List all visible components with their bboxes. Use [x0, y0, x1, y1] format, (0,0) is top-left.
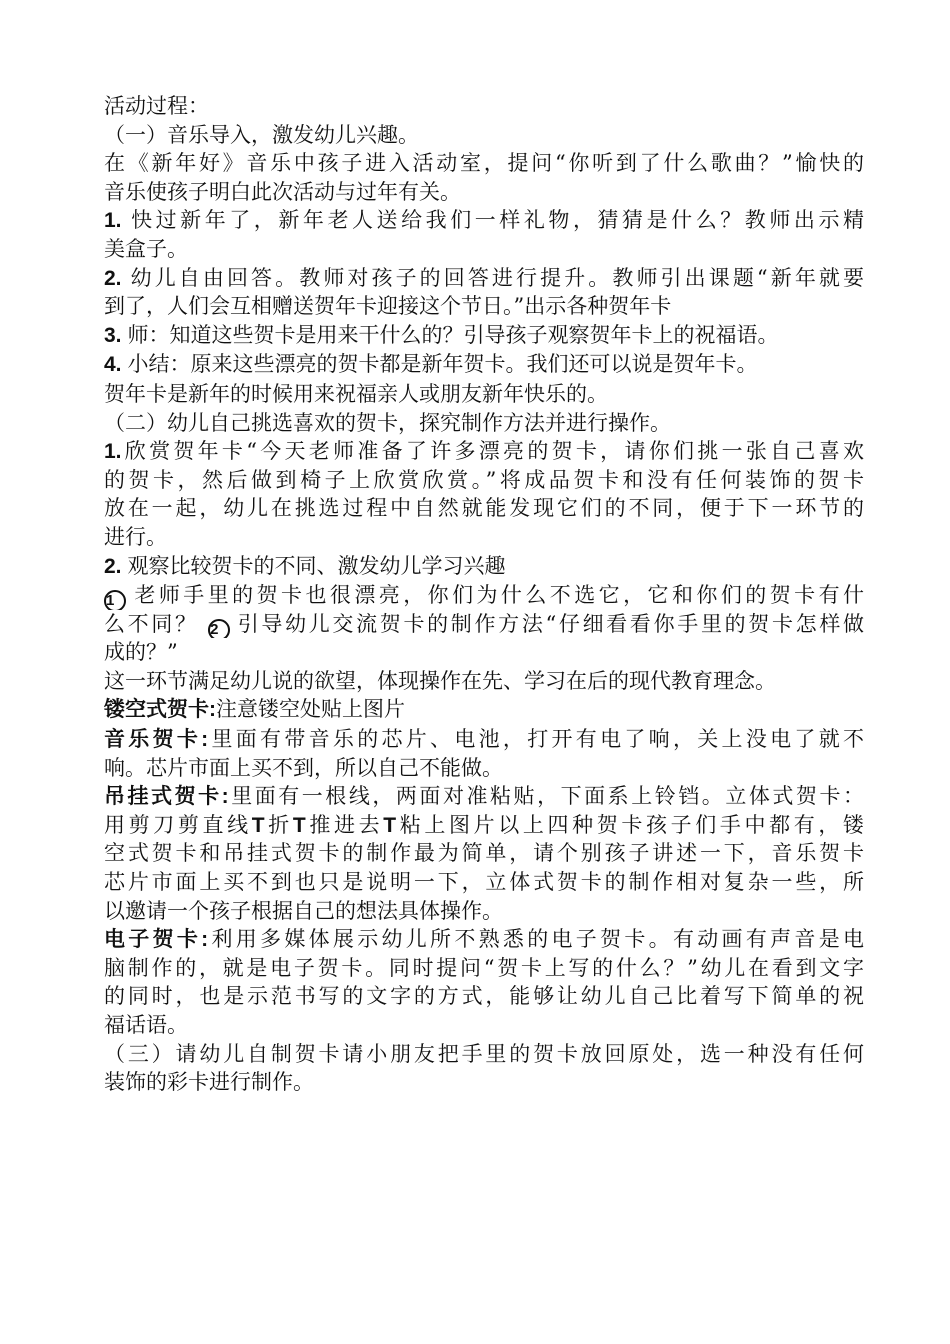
music-card-line: 响。芯片市面上买不到，所以自己不能做。	[104, 755, 503, 780]
step-2-line: 到了，人们会互相赠送贺年卡迎接这个节日。”出示各种贺年卡	[104, 294, 672, 319]
section-2-title: （二）幼儿自己挑选喜欢的贺卡，探究制作方法并进行操作。	[104, 410, 671, 435]
step-text: 幼儿自由回答。教师对孩子的回答进行提升。教师引出课题“新年就要	[127, 265, 864, 290]
step-text: 欣赏贺年卡“今天老师准备了许多漂亮的贺卡，请你们挑一张自己喜欢	[121, 439, 864, 464]
card-type-text: 里面有带音乐的芯片、电池，打开有电了响，关上没电了就不	[208, 727, 864, 752]
card-type-text: 利用多媒体展示幼儿所不熟悉的电子贺卡。有动画有声音是电	[208, 927, 864, 952]
step-1-line: 美盒子。	[104, 236, 188, 261]
circled-number-1: 1	[104, 590, 126, 610]
step-4-line: 贺年卡是新年的时候用来祝福亲人或朋友新年快乐的。	[104, 381, 608, 406]
section-1-title: （一）音乐导入，激发幼儿兴趣。	[104, 122, 419, 147]
card-type-text: 折	[264, 812, 293, 837]
question-line: 成的？”	[104, 640, 178, 665]
hanging-card-line	[104, 811, 864, 840]
card-type-label: 吊挂式贺卡:	[104, 785, 229, 809]
card-type-label: 音乐贺卡:	[104, 728, 209, 752]
question-2-text: 引导幼儿交流贺卡的制作方法“仔细看看你手里的贺卡怎样做	[235, 611, 864, 636]
electronic-card-line	[104, 925, 864, 954]
question-1-text: 老师手里的贺卡也很漂亮，你们为什么不选它，它和你们的贺卡有什	[131, 583, 864, 608]
t-letter: T	[251, 813, 265, 837]
music-card-line	[104, 725, 864, 754]
card-type-label: 镂空式贺卡:	[104, 698, 216, 722]
card-type-text: 用剪刀剪直线	[104, 812, 252, 837]
hanging-card-line: 空式贺卡和吊挂式贺卡的制作最为简单，请个别孩子讲述一下，音乐贺卡	[104, 841, 864, 866]
step-text: 师：知道这些贺卡是用来干什么的？引导孩子观察贺年卡上的祝福语。	[127, 322, 779, 347]
hanging-card-line	[104, 782, 864, 811]
electronic-card-line: 的同时，也是示范书写的文字的方式，能够让幼儿自己比着写下简单的祝	[104, 984, 864, 1009]
activity-process-heading: 活动过程：	[104, 94, 209, 118]
summary-line: 这一环节满足幼儿说的欲望，体现操作在先、学习在后的现代教育理念。	[104, 668, 776, 693]
hollow-card-line	[104, 695, 864, 725]
card-type-text: 注意镂空处贴上图片	[216, 697, 405, 722]
hanging-card-line: 芯片市面上买不到也只是说明一下，立体式贺卡的制作相对复杂一些，所	[104, 870, 864, 895]
step-4-line	[104, 350, 864, 380]
step-number: 2.	[104, 266, 122, 290]
electronic-card-line: 福话语。	[104, 1013, 188, 1037]
hanging-card-line: 以邀请一个孩子根据自己的想法具体操作。	[104, 898, 503, 923]
section-3-line: 装饰的彩卡进行制作。	[104, 1070, 314, 1095]
question-line	[104, 581, 864, 610]
section-2-step-1-line: 进行。	[104, 524, 167, 549]
section-1-intro-line: 在《新年好》音乐中孩子进入活动室，提问“你听到了什么歌曲？”愉快的	[104, 151, 864, 176]
section-2-step-1-line: 的贺卡，然后做到椅子上欣赏欣赏。”将成品贺卡和没有任何装饰的贺卡	[104, 467, 864, 492]
card-type-label: 电子贺卡:	[104, 928, 209, 952]
section-1-intro-line: 音乐使孩子明白此次活动与过年有关。	[104, 179, 461, 204]
step-text: 小结：原来这些漂亮的贺卡都是新年贺卡。我们还可以说是贺年卡。	[127, 352, 758, 377]
step-number: 1.	[104, 440, 122, 464]
step-text: 快过新年了，新年老人送给我们一样礼物，猜猜是什么？教师出示精	[127, 208, 864, 233]
card-type-text: 粘上图片以上四种贺卡孩子们手中都有，镂	[396, 812, 864, 837]
card-type-text: 推进去	[305, 812, 384, 837]
section-2-step-2-title	[104, 552, 864, 582]
section-3-line: （三）请幼儿自制贺卡请小朋友把手里的贺卡放回原处，选一种没有任何	[104, 1041, 864, 1066]
step-1-line	[104, 206, 864, 235]
step-number: 1.	[104, 209, 122, 233]
step-3-line	[104, 321, 864, 351]
step-number: 4.	[104, 353, 122, 377]
step-2-line	[104, 264, 864, 293]
step-number: 2.	[104, 554, 122, 578]
question-line	[104, 610, 864, 639]
section-2-step-1-line	[104, 437, 864, 466]
electronic-card-line: 脑制作的，就是电子贺卡。同时提问“贺卡上写的什么？”幼儿在看到文字	[104, 955, 864, 980]
document-body	[104, 92, 864, 1097]
section-2-step-1-line: 放在一起，幼儿在挑选过程中自然就能发现它们的不同，便于下一环节的	[104, 496, 864, 521]
t-letter: T	[383, 813, 397, 837]
step-number: 3.	[104, 323, 122, 347]
card-type-text: 里面有一根线，两面对准粘贴，下面系上铃铛。立体式贺卡：	[228, 784, 864, 809]
step-text: 观察比较贺卡的不同、激发幼儿学习兴趣	[127, 553, 506, 578]
circled-number-2: 2	[208, 619, 230, 639]
t-letter: T	[292, 813, 306, 837]
question-1-text: 么不同？	[104, 611, 199, 636]
